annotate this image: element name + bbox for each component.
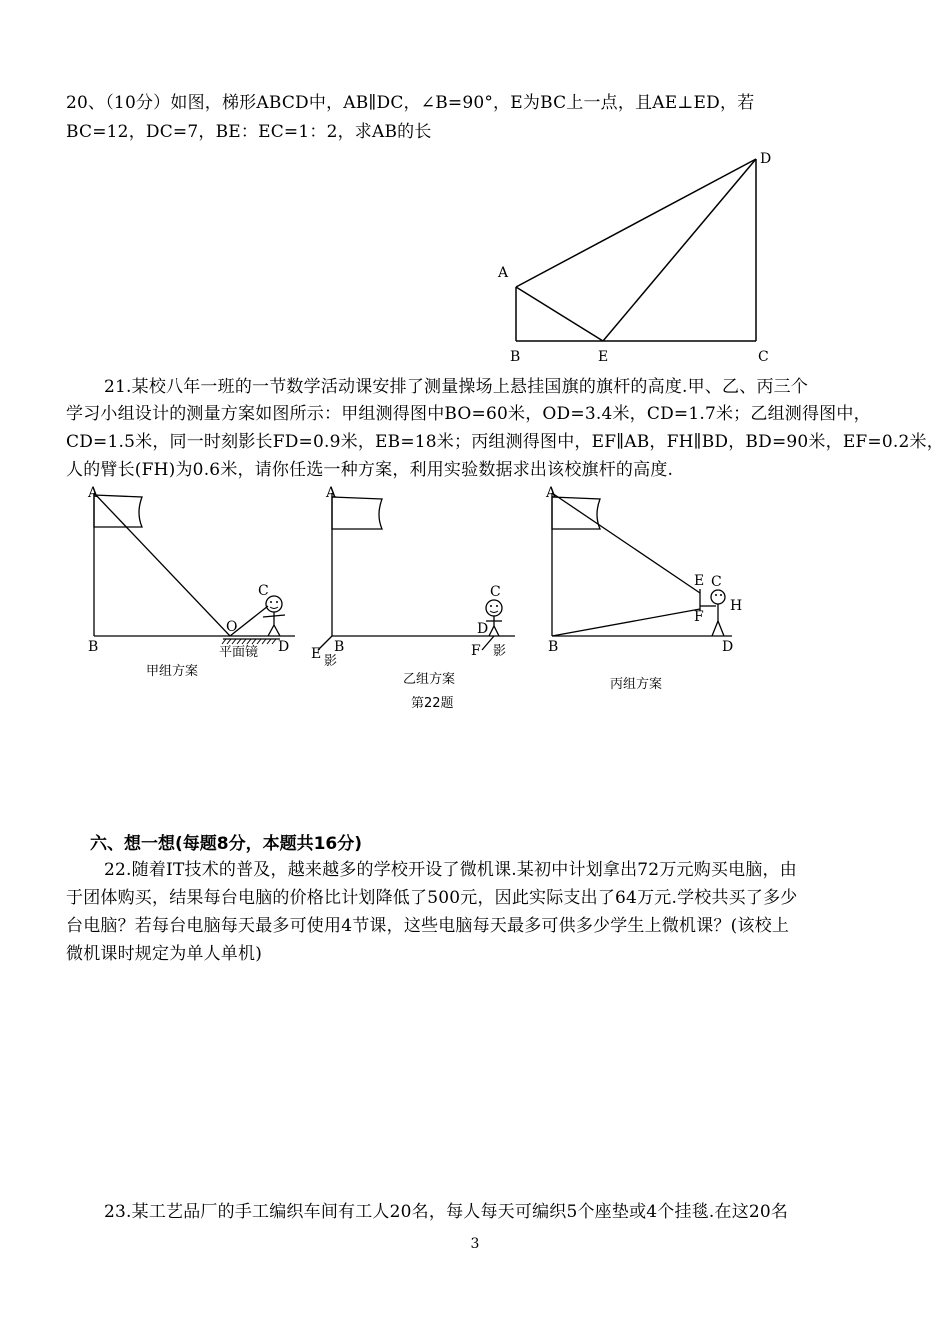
label-d: D — [722, 639, 734, 655]
q22-line3: 台电脑？若每台电脑每天最多可使用4节课，这些电脑每天最多可供多少学生上微机课？(该校上 — [66, 916, 790, 936]
label-b: B — [548, 639, 559, 655]
label-e: E — [694, 573, 705, 589]
caption-question: 第22题 — [411, 696, 454, 711]
q21-line3: CD=1.5米，同一时刻影长FD=0.9米，EB=18米；丙组测得图中，EF∥AB，FH∥BD，BD=90米，EF=0.2米， — [66, 432, 944, 452]
label-a: A — [498, 265, 509, 281]
fig-yi — [310, 483, 525, 718]
label-d: D — [760, 151, 772, 167]
label-b: B — [510, 349, 521, 365]
label-b: B — [334, 639, 345, 655]
caption-yi: 乙组方案 — [403, 672, 456, 687]
label-d: D — [477, 621, 489, 637]
label-a: A — [326, 485, 337, 501]
mirror-label: 平面镜 — [219, 645, 259, 660]
q20-line1: 20、（10分）如图，梯形ABCD中，AB∥DC，∠B=90°，E为BC上一点，且AE⊥ED，若 — [66, 93, 755, 113]
q22-line2: 于团体购买，结果每台电脑的价格比计划降低了500元，因此实际支出了64万元.学校共买了多少 — [66, 888, 798, 908]
fig-jia — [80, 483, 310, 683]
label-e: E — [598, 349, 609, 365]
q23-line1: 23.某工艺品厂的手工编织车间有工人20名，每人每天可编织5个座垫或4个挂毯.在这20名 — [104, 1202, 789, 1222]
label-h: H — [730, 598, 743, 614]
shadow-label-1: 影 — [324, 654, 338, 669]
label-c: C — [258, 583, 269, 599]
label-b: B — [88, 639, 99, 655]
fig-bing — [540, 483, 750, 698]
section-title: 六、想一想(每题8分，本题共16分) — [90, 834, 363, 854]
label-e: E — [311, 646, 322, 662]
q21-line1: 21.某校八年一班的一节数学活动课安排了测量操场上悬挂国旗的旗杆的高度.甲、乙、丙三个 — [104, 377, 809, 397]
label-o: O — [226, 619, 238, 635]
label-c: C — [711, 574, 722, 590]
label-a: A — [546, 485, 557, 501]
q22-line1: 22.随着IT技术的普及，越来越多的学校开设了微机课.某初中计划拿出72万元购买电脑，由 — [104, 860, 797, 880]
shadow-label-2: 影 — [493, 644, 507, 659]
q21-line2: 学习小组设计的测量方案如图所示：甲组测得图中BO=60米，OD=3.4米，CD=1.7米；乙组测得图中， — [66, 404, 871, 424]
label-f: F — [694, 609, 704, 625]
label-d: D — [278, 639, 290, 655]
caption-jia: 甲组方案 — [146, 664, 199, 679]
page-number: 3 — [470, 1236, 480, 1252]
q22-line4: 微机课时规定为单人单机) — [66, 944, 263, 964]
q21-line4: 人的臂长(FH)为0.6米，请你任选一种方案，利用实验数据求出该校旗杆的高度. — [66, 460, 674, 480]
label-a: A — [88, 485, 99, 501]
q20-line2: BC=12，DC=7，BE：EC=1：2，求AB的长 — [66, 122, 432, 142]
q20-figure — [490, 145, 790, 370]
label-c: C — [490, 584, 501, 600]
label-f: F — [471, 643, 481, 659]
caption-bing: 丙组方案 — [610, 677, 663, 692]
label-c: C — [758, 349, 769, 365]
